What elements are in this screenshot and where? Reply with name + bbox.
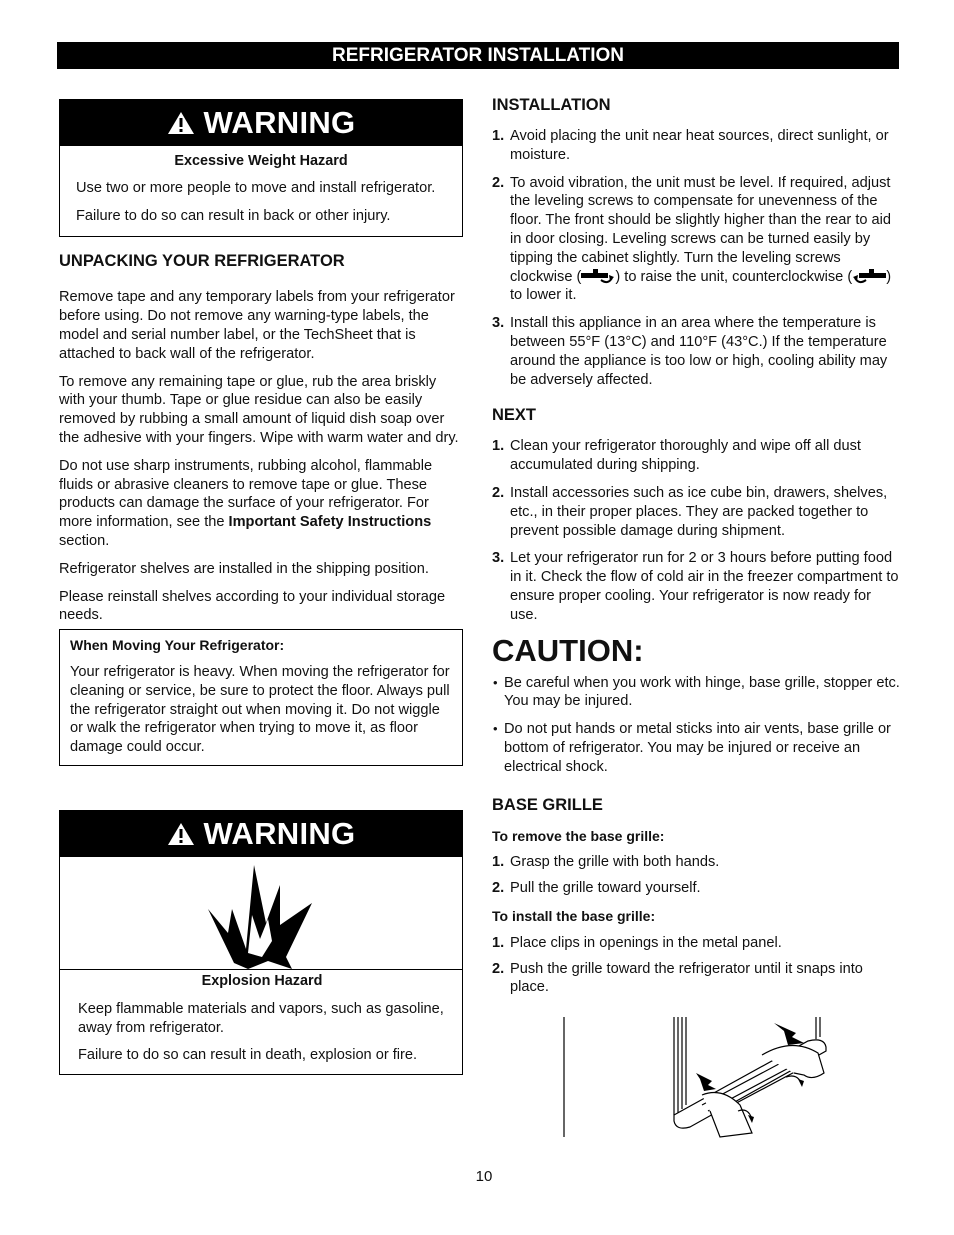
paragraph: Please reinstall shelves according to your individual storage needs. xyxy=(59,588,446,624)
explosion-warning-box xyxy=(59,810,463,1075)
explosion-icon xyxy=(208,865,318,969)
section-heading: INSTALLATION xyxy=(492,96,611,114)
paragraph: Refrigerator shelves are installed in the shipping position. xyxy=(59,560,429,577)
installation-list xyxy=(492,127,902,389)
warning-title: WARNING xyxy=(203,104,356,140)
caution-list xyxy=(492,674,902,777)
list-item: 2. Install accessories such as ice cube bin, drawers, shelves, etc., in their proper places. They are packed together to prevent possible damage during shipment. xyxy=(492,484,888,539)
moving-note-box xyxy=(59,629,463,766)
list-item: • Do not put hands or metal sticks into air vents, base grille or bottom of refrigerator. You may be injured or receive an electrical shock. xyxy=(492,720,902,776)
warning-text: Failure to do so can result in death, explosion or fire. xyxy=(78,1047,418,1064)
paragraph: Do not use sharp instruments, rubbing alcohol, flammable fluids or abrasive cleaners to remove tape or glue. These products can damage the surface of your refrigerator. For more information, see the Important Safety Instructions section. xyxy=(59,457,433,549)
warning-text: Use two or more people to move and install refrigerator. xyxy=(76,179,436,196)
warning-title: WARNING xyxy=(203,815,356,851)
section-heading: BASE GRILLE xyxy=(492,795,603,814)
warning-triangle-icon xyxy=(167,111,195,135)
sub-heading: To install the base grille: xyxy=(492,907,656,924)
left-column xyxy=(59,99,463,1075)
remove-steps xyxy=(492,853,902,898)
section-banner: REFRIGERATOR INSTALLATION xyxy=(57,42,899,69)
list-item: 1. Avoid placing the unit near heat sources, direct sunlight, or moisture. xyxy=(492,128,889,163)
note-title: When Moving Your Refrigerator: xyxy=(70,637,285,654)
paragraph: To remove any remaining tape or glue, rub the area briskly with your thumb. Tape or glue residue can also be easily removed by rubbing a small amount of liquid dish soap over the adhesive with your fingers. Wipe with warm water and dry. xyxy=(59,373,459,446)
warning-header xyxy=(60,100,462,146)
install-steps xyxy=(492,934,902,997)
hazard-title: Excessive Weight Hazard xyxy=(174,153,348,169)
note-text: Your refrigerator is heavy. When moving the refrigerator for cleaning or service, be sure to protect the floor. Always pull the refrigerator straight out when moving it. Do not wiggle or walk the refrigerator when trying to move it, as floor damage could occur. xyxy=(70,663,450,756)
list-item: 2. Pull the grille toward yourself. xyxy=(492,880,701,897)
base-grille-illustration xyxy=(562,1015,832,1139)
paragraph: Remove tape and any temporary labels from your refrigerator before using. Do not remove any warning-type labels, the model and serial number label, or the TechSheet that is attached to back wall of the refrigerator. xyxy=(59,289,455,362)
page-number: 10 xyxy=(475,1168,493,1185)
list-item: 3. Let your refrigerator run for 2 or 3 hours before putting food in it. Check the flow of cold air in the freezer compartment to ensure proper cooling. Your refrigerator is now ready for use. xyxy=(492,550,899,623)
counterclockwise-arrow-icon xyxy=(852,269,886,285)
list-item: 3. Install this appliance in an area where the temperature is between 55°F (13°C) and 110°F (43°C.) If the temperature around the appliance is too low or high, cooling ability may be adversely affected. xyxy=(492,315,888,388)
next-list xyxy=(492,437,902,624)
list-item: • Be careful when you work with hinge, base grille, stopper etc. You may be injured. xyxy=(492,674,902,712)
list-item: 2. Push the grille toward the refrigerator until it snaps into place. xyxy=(492,960,863,996)
warning-triangle-icon xyxy=(167,822,195,846)
warning-header xyxy=(60,811,462,857)
list-item: 1. Place clips in openings in the metal panel. xyxy=(492,934,782,951)
list-item: 1. Clean your refrigerator thoroughly and wipe off all dust accumulated during shipping. xyxy=(492,438,861,474)
caution-heading: CAUTION: xyxy=(492,632,644,668)
clockwise-arrow-icon xyxy=(581,269,615,285)
right-column xyxy=(492,95,902,1006)
hazard-title: Explosion Hazard xyxy=(201,972,323,989)
warning-text: Failure to do so can result in back or other injury. xyxy=(76,207,391,224)
sub-heading: To remove the base grille: xyxy=(492,827,665,844)
list-item: 2. To avoid vibration, the unit must be level. If required, adjust the leveling screws to compensate for unevenness of the floor. The front should be slightly higher than the rear to aid in door closing. Leveling screws can be turned easily by tipping the cabinet slightly. Turn the leveling screws clockwise ( ) to raise the unit, counterclockwise ( ) to lower it. xyxy=(492,174,892,304)
section-heading: UNPACKING YOUR REFRIGERATOR xyxy=(59,252,345,271)
weight-warning-box xyxy=(59,99,463,237)
list-item: 1. Grasp the grille with both hands. xyxy=(492,854,720,871)
warning-text: Keep flammable materials and vapors, such as gasoline, away from refrigerator. xyxy=(78,1000,444,1036)
explosion-symbol-area xyxy=(60,857,462,970)
section-heading: NEXT xyxy=(492,406,537,425)
